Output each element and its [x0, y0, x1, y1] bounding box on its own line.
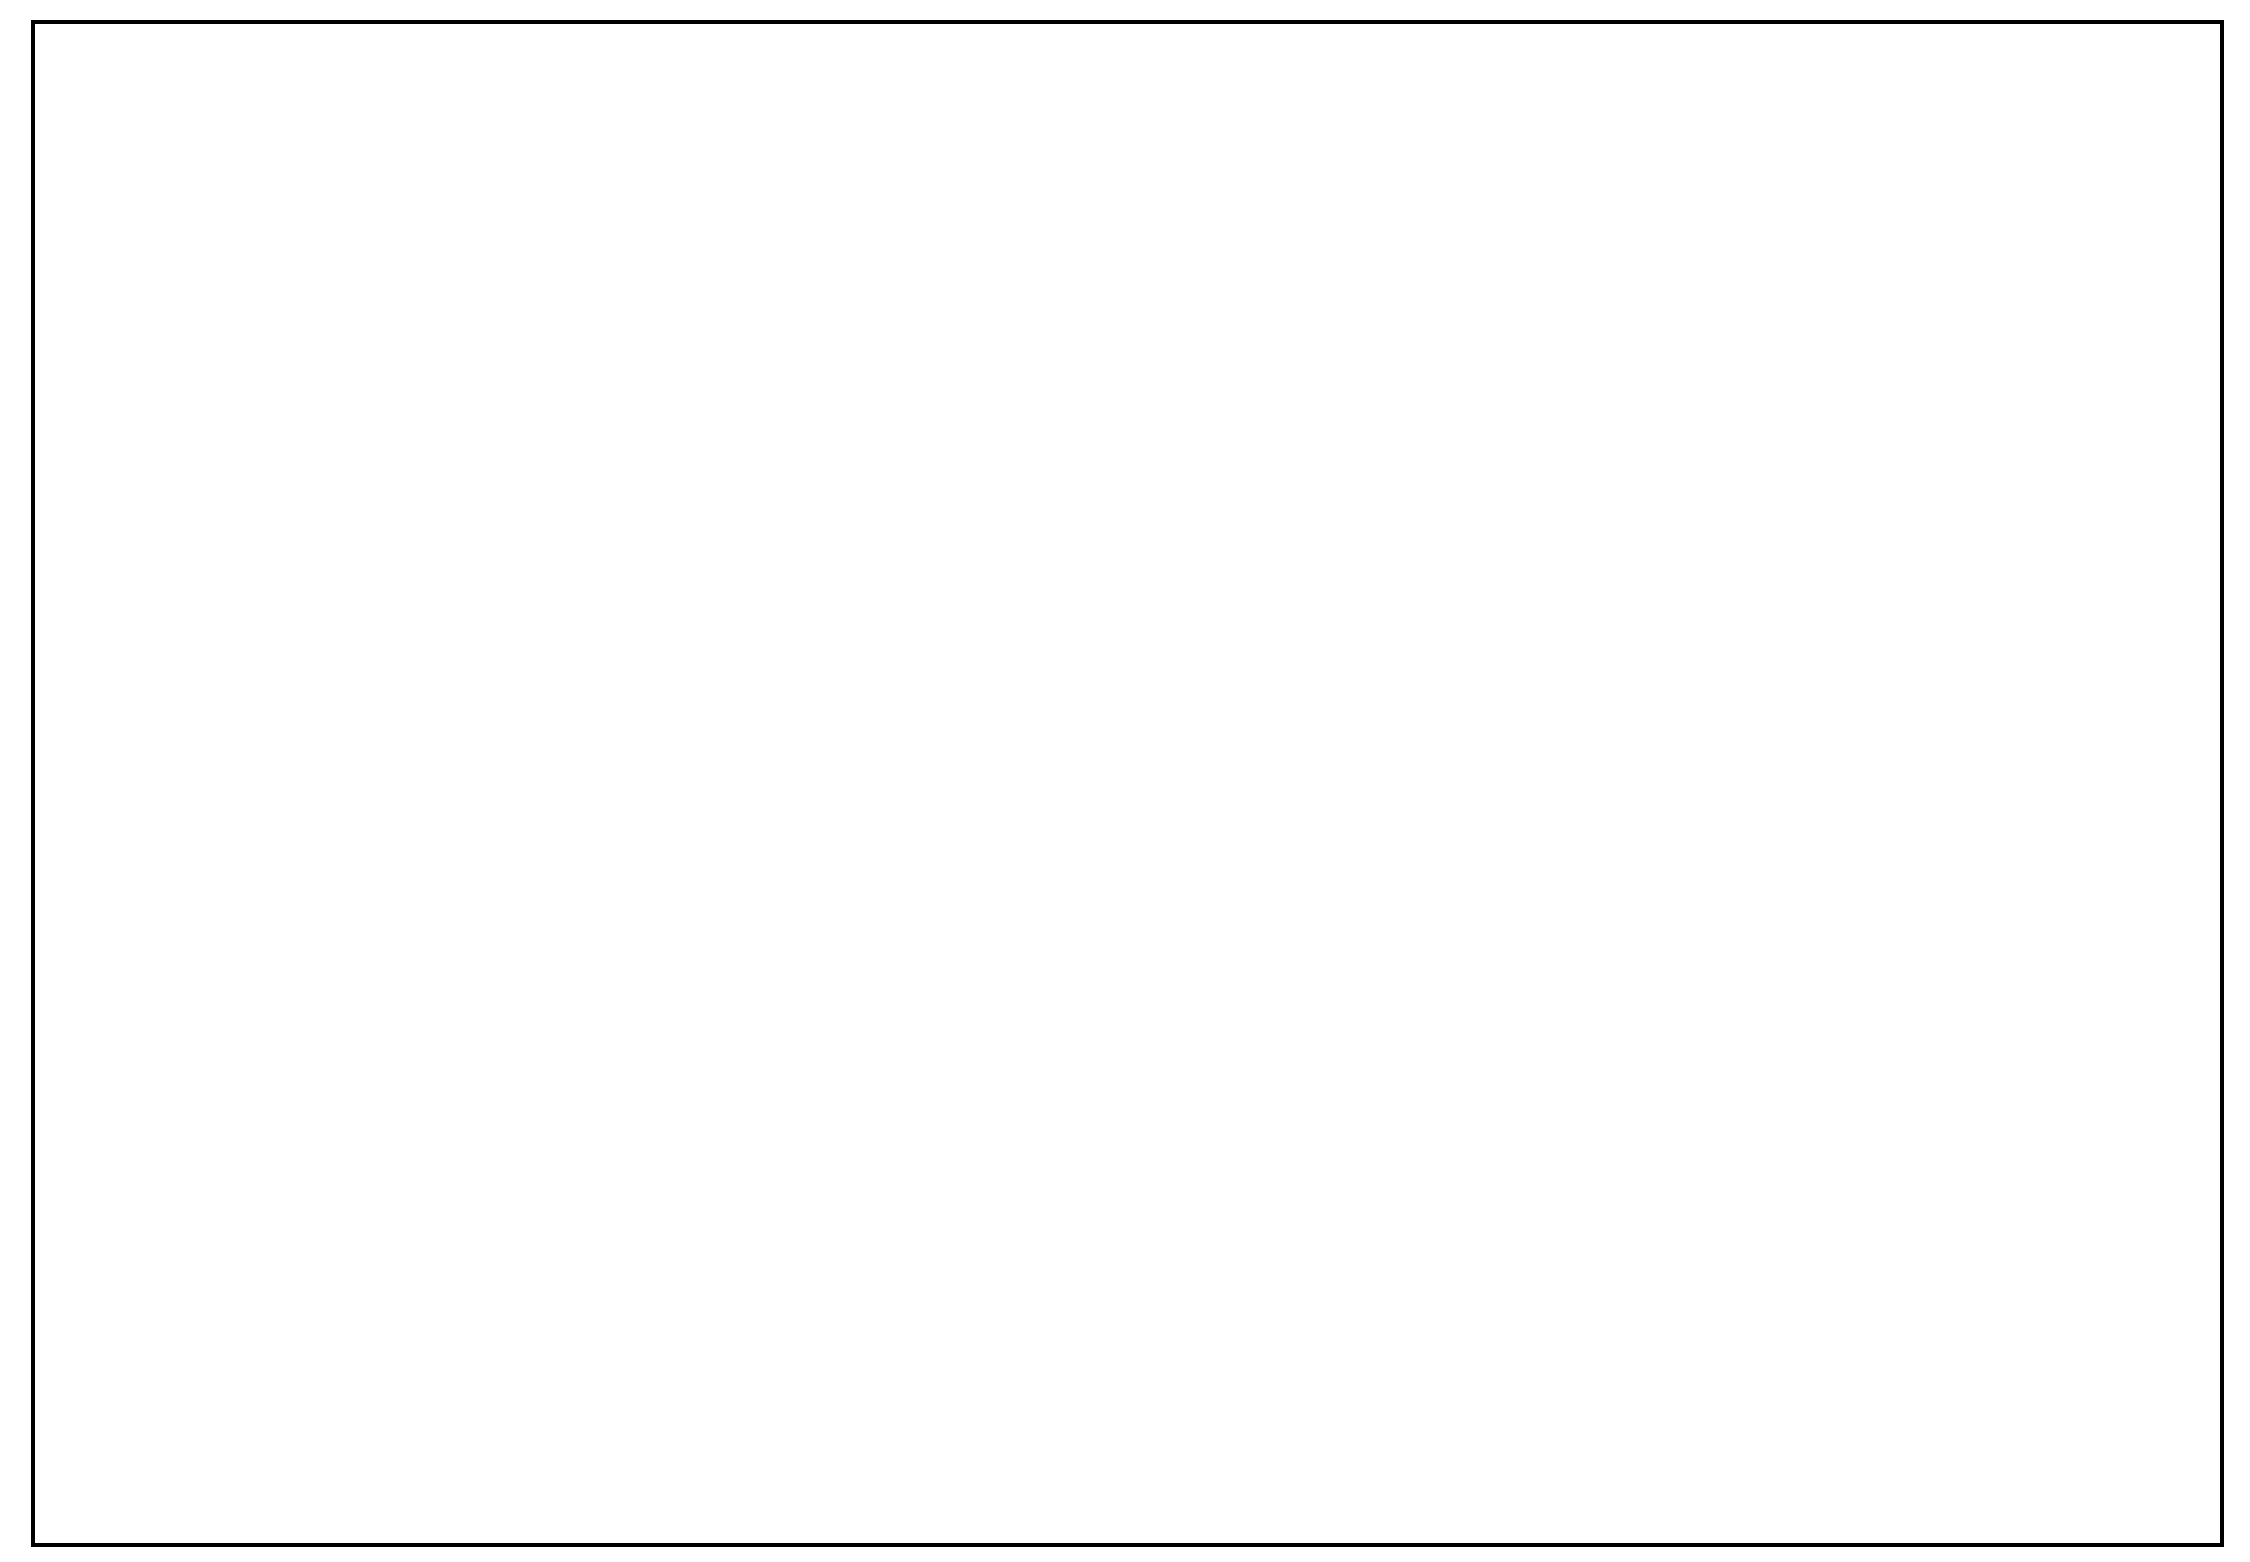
selection-chart	[31, 20, 2224, 1547]
chart-title	[35, 24, 2220, 144]
